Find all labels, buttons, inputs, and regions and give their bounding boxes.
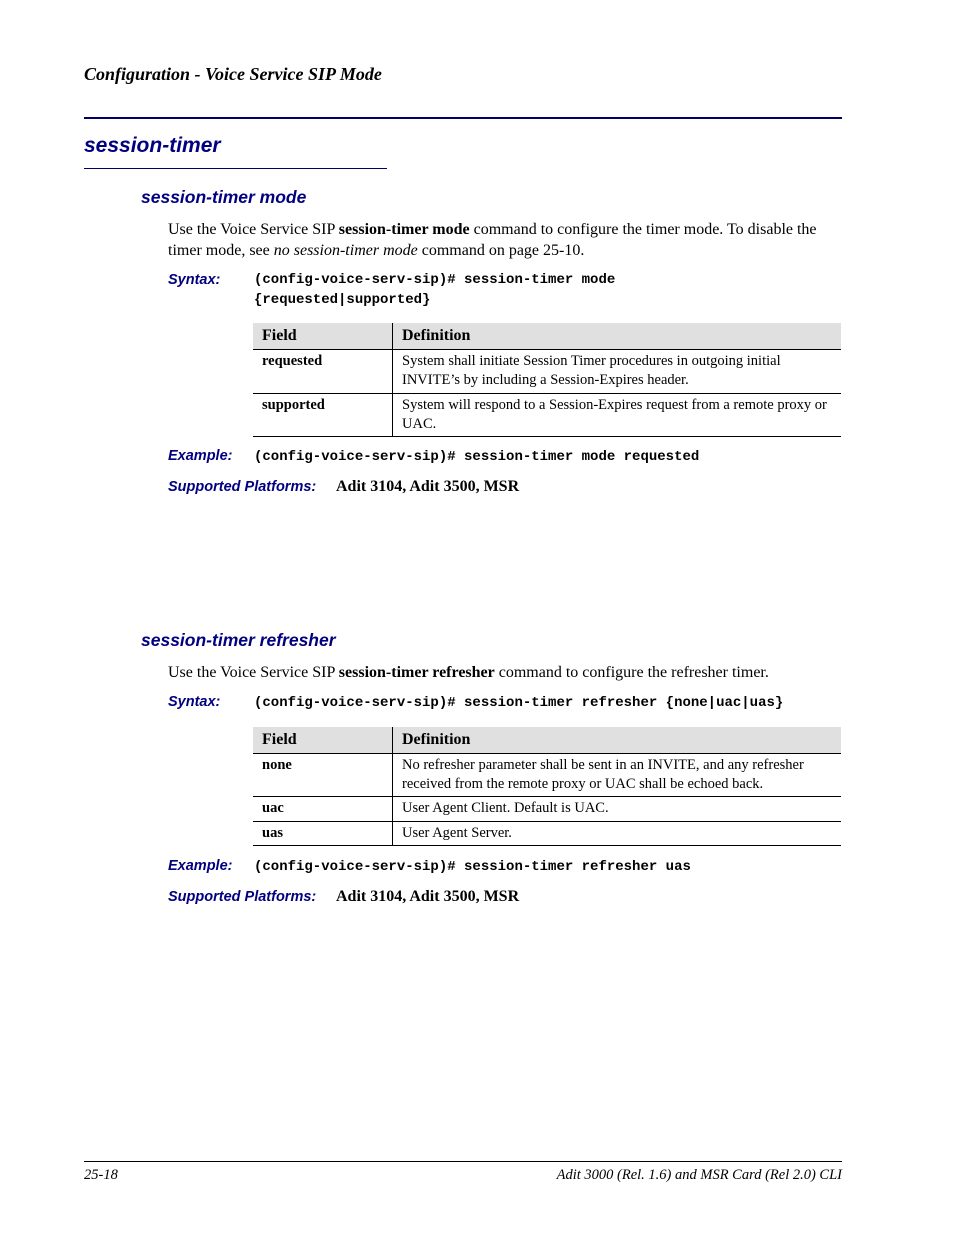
table-header-definition: Definition — [393, 727, 842, 754]
table-cell-definition: System will respond to a Session-Expires request from a remote proxy or UAC. — [393, 394, 842, 437]
running-head: Configuration - Voice Service SIP Mode — [84, 64, 382, 84]
refresher-syntax-line-1: (config-voice-serv-sip)# session-timer refresher {none|uac|uas} — [254, 695, 784, 711]
section-title: session-timer — [84, 134, 221, 157]
footer-rule — [84, 1161, 842, 1162]
subsection-heading-refresher: session-timer refresher — [141, 630, 336, 650]
table-header-definition: Definition — [393, 323, 842, 350]
refresher-platforms: Adit 3104, Adit 3500, MSR — [336, 888, 520, 905]
table-cell-field: none — [253, 754, 393, 797]
refresher-field-table — [253, 727, 841, 846]
mode-platforms-label: Supported Platforms: — [168, 479, 317, 495]
desc-text: Use the Voice Service SIP — [168, 664, 339, 681]
desc-command: session-timer refresher — [338, 664, 495, 681]
section-title-rule — [84, 168, 387, 169]
desc-text: Use the Voice Service SIP — [168, 221, 339, 238]
table-row — [253, 754, 841, 797]
desc-text: command to configure the refresher timer. — [494, 664, 769, 681]
refresher-syntax-label: Syntax: — [168, 694, 221, 710]
table-cell-definition: User Agent Server. — [393, 821, 842, 846]
header-rule — [84, 117, 842, 119]
mode-syntax-label: Syntax: — [168, 272, 221, 288]
table-row — [253, 821, 841, 846]
table-cell-field: requested — [253, 350, 393, 394]
mode-description — [168, 220, 844, 261]
desc-text: command on page 25-10. — [417, 241, 585, 259]
mode-platforms: Adit 3104, Adit 3500, MSR — [336, 478, 520, 495]
table-cell-definition: User Agent Client. Default is UAC. — [393, 797, 842, 822]
table-cell-field: uas — [253, 821, 393, 846]
refresher-example: (config-voice-serv-sip)# session-timer refresher uas — [254, 859, 691, 875]
table-header-row — [253, 727, 841, 754]
table-row — [253, 394, 841, 437]
refresher-platforms-label: Supported Platforms: — [168, 889, 317, 905]
table-cell-field: uac — [253, 797, 393, 822]
table-cell-definition: No refresher parameter shall be sent in an INVITE, and any refresher received from the remote proxy or UAC shall be echoed back. — [393, 754, 842, 797]
desc-command: session-timer mode — [338, 221, 470, 238]
table-row — [253, 350, 841, 394]
subsection-heading-mode: session-timer mode — [141, 187, 307, 207]
table-header-row — [253, 323, 841, 350]
table-row — [253, 797, 841, 822]
table-header-field: Field — [253, 323, 393, 350]
mode-syntax-line-1: (config-voice-serv-sip)# session-timer mode — [254, 272, 616, 288]
desc-text: command to configure the timer mode. To disable the timer mode, see — [168, 221, 817, 259]
page-number: 25-18 — [84, 1167, 118, 1183]
mode-syntax-line-2: {requested|supported} — [254, 292, 431, 308]
refresher-description — [168, 663, 844, 684]
desc-cross-reference: no session-timer mode — [273, 241, 418, 259]
table-cell-definition: System shall initiate Session Timer procedures in outgoing initial INVITE’s by including a Session-Expires header. — [393, 350, 842, 394]
table-header-field: Field — [253, 727, 393, 754]
table-cell-field: supported — [253, 394, 393, 437]
refresher-example-label: Example: — [168, 858, 233, 874]
mode-example: (config-voice-serv-sip)# session-timer mode requested — [254, 449, 700, 465]
mode-example-label: Example: — [168, 448, 233, 464]
document-title: Adit 3000 (Rel. 1.6) and MSR Card (Rel 2.0) CLI — [556, 1167, 842, 1183]
mode-field-table — [253, 323, 841, 437]
